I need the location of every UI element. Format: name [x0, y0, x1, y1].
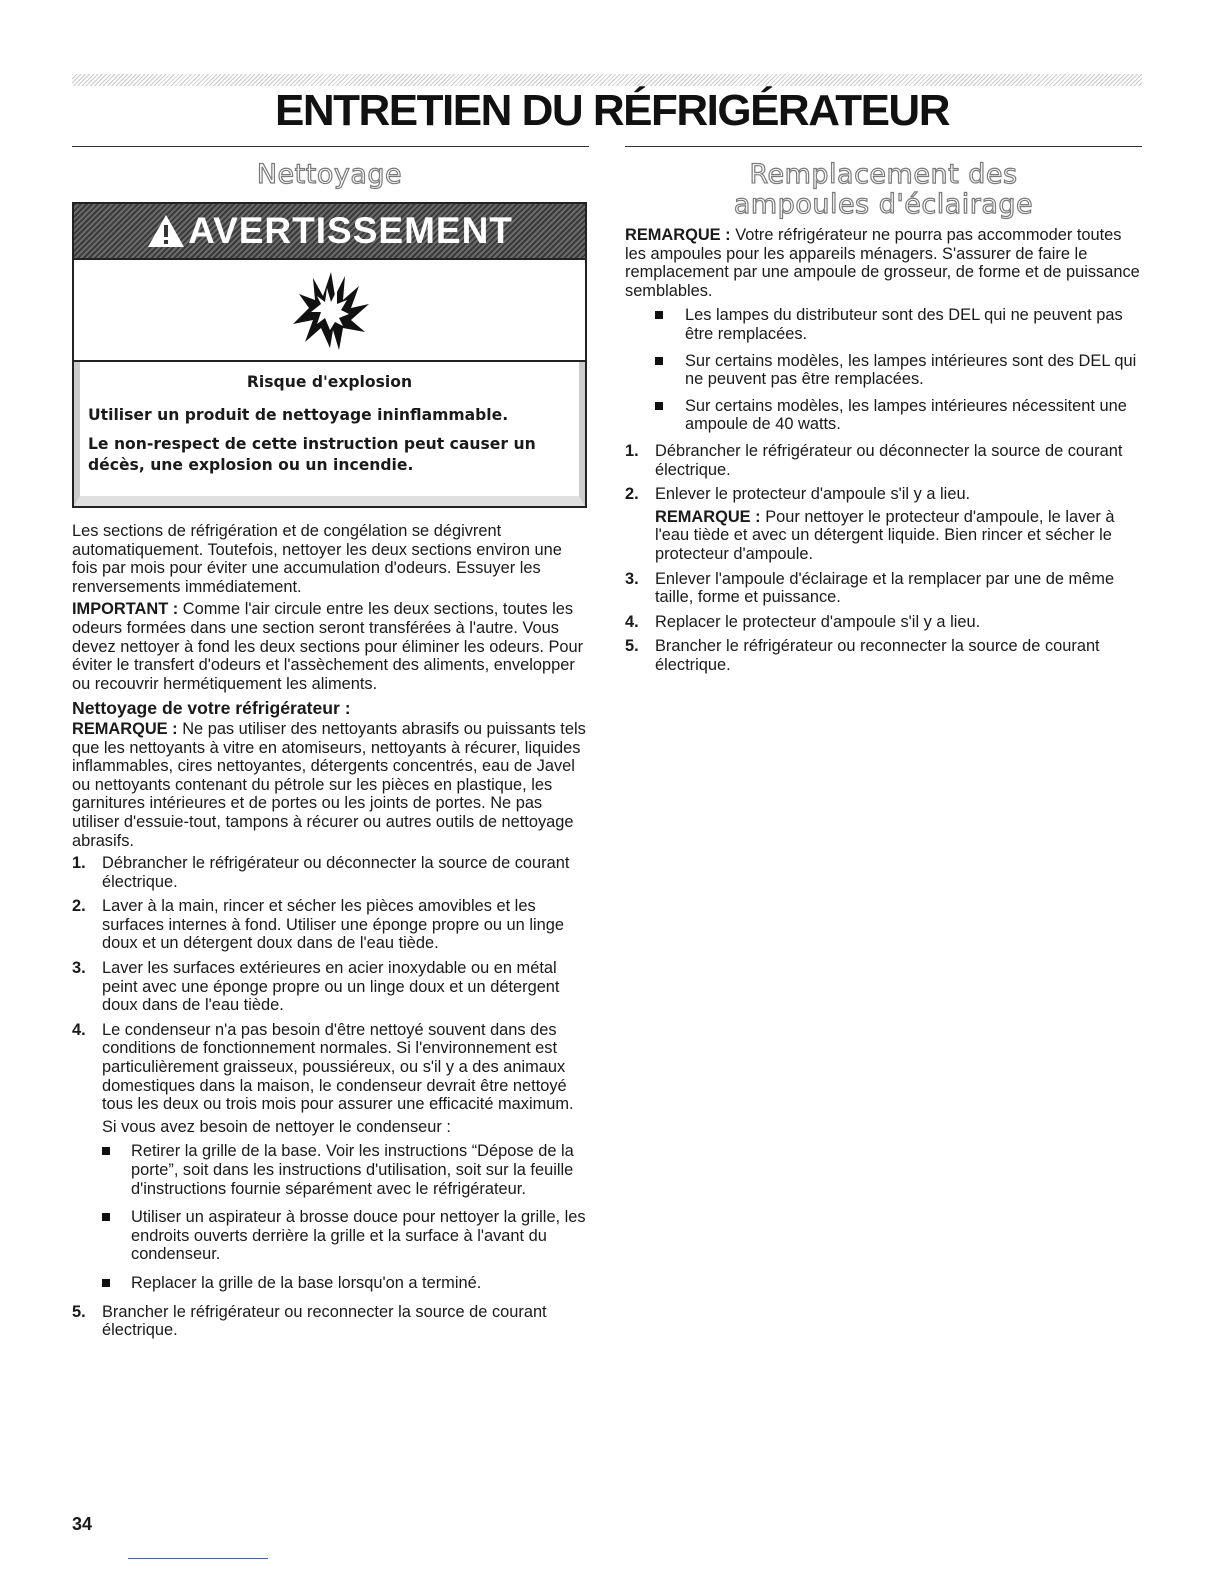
warning-line-1: Utiliser un produit de nettoyage ininflammable.: [88, 406, 509, 424]
cleaning-note-label: REMARQUE :: [72, 719, 178, 738]
bulb-steps: [625, 442, 1142, 675]
warning-icon-area: [74, 260, 585, 362]
step-number: 1.: [72, 854, 86, 873]
header-band: [72, 74, 1142, 86]
step-text: Laver les surfaces extérieures en acier inoxydable ou en métal peint avec une éponge propre ou un linge doux et un détergent doux dans de l'eau tiède.: [102, 959, 560, 1015]
left-column: [72, 160, 587, 1346]
warning-header: [74, 204, 585, 260]
step-number: 2.: [72, 897, 86, 916]
list-item: [625, 637, 1142, 674]
warning-box: [72, 202, 587, 508]
bullet-item: Sur certains modèles, les lampes intérieures nécessitent une ampoule de 40 watts.: [625, 397, 1142, 434]
important-paragraph: [72, 600, 587, 693]
list-item: [625, 485, 1142, 563]
important-text: Comme l'air circule entre les deux sections, toutes les odeurs formées dans une section seront transférées à l'autre. Vous devez nettoyer à fond les deux sections pour éliminer les odeurs. Pour éviter le transfert d'odeurs et l'assèchement des aliments, envelopper ou recouvrir hermétiquement les aliments.: [72, 600, 584, 693]
step-text: Enlever l'ampoule d'éclairage et la remplacer par une de même taille, forme et puissance.: [655, 569, 1115, 607]
step-text: Enlever le protecteur d'ampoule s'il y a lieu.: [655, 485, 971, 504]
bullet-item: Retirer la grille de la base. Voir les instructions “Dépose de la porte”, soit dans les instructions d'utilisation, soit sur la feuille d'instructions fournie séparément avec le réfrigérateur.: [102, 1142, 587, 1198]
step-text: Replacer le protecteur d'ampoule s'il y a lieu.: [655, 612, 981, 631]
cleaning-note-text: Ne pas utiliser des nettoyants abrasifs ou puissants tels que les nettoyants à vitre en atomiseurs, nettoyants à récurer, liquides inflammables, cires nettoyantes, détergents concentrés, eau de Javel ou nettoyants contenant du pétrole sur les pièces en plastique, les garnitures intérieures et de portes ou les joints de portes. Ne pas utiliser d'essuie-tout, tampons à récurer ou autres outils de nettoyage abrasifs.: [72, 719, 586, 850]
bulb-step2-note-text: Pour nettoyer le protecteur d'ampoule, le laver à l'eau tiède et avec un détergent liquide. Bien rincer et sécher le protecteur d'ampoule.: [655, 507, 1115, 563]
cleaning-steps: [72, 854, 587, 1340]
bullet-item: Replacer la grille de la base lorsqu'on a terminé.: [102, 1274, 587, 1293]
section-title-cleaning: Nettoyage: [256, 159, 403, 190]
warning-body: [74, 362, 585, 506]
list-item: [72, 897, 587, 953]
warning-heading: AVERTISSEMENT: [188, 209, 513, 251]
cleaning-subhead: Nettoyage de votre réfrigérateur :: [72, 698, 351, 719]
step-number: 3.: [72, 959, 86, 978]
warning-triangle-icon: [146, 213, 186, 249]
list-item: [625, 442, 1142, 479]
list-item: [625, 570, 1142, 607]
step-text: Brancher le réfrigérateur ou reconnecter la source de courant électrique.: [655, 637, 1100, 674]
step-text: Le condenseur n'a pas besoin d'être nettoyé souvent dans des conditions de fonctionnement normales. Si l'environnement est particulièrement graisseux, poussiéreux, ou s'il y a des animaux domestiques dans la maison, le condenseur devrait être nettoyé tous les deux ou trois mois pour assurer une efficacité maximum.: [102, 1020, 574, 1114]
step-number: 3.: [625, 569, 639, 588]
right-column: [625, 160, 1142, 680]
step-number: 5.: [72, 1302, 86, 1321]
cleaning-intro: Les sections de réfrigération et de congélation se dégivrent automatiquement. Toutefois, nettoyer les deux sections environ une fois par mois pour éviter une accumulation d'odeurs. Essuyer les renversements immédiatement.: [72, 522, 562, 596]
section-title-bulbs-line-1: Remplacement des: [749, 159, 1018, 190]
step-text: Brancher le réfrigérateur ou reconnecter la source de courant électrique.: [102, 1302, 547, 1340]
condenser-followup: Si vous avez besoin de nettoyer le condenseur :: [102, 1117, 451, 1136]
step-number: 5.: [625, 637, 639, 656]
step-number: 4.: [72, 1020, 86, 1039]
step-text: Laver à la main, rincer et sécher les pièces amovibles et les surfaces internes à fond. Utiliser une éponge propre ou un linge doux et un détergent doux dans de l'eau tiède.: [102, 897, 564, 953]
step-text: Débrancher le réfrigérateur ou déconnecter la source de courant électrique.: [655, 441, 1123, 479]
page-title: ENTRETIEN DU RÉFRIGÉRATEUR: [275, 86, 949, 135]
right-rule: [625, 146, 1142, 147]
bullet-item: Utiliser un aspirateur à brosse douce pour nettoyer la grille, les endroits ouverts derrière la grille et la surface à l'avant du condenseur.: [102, 1208, 587, 1264]
list-item: [72, 1021, 587, 1293]
bulb-step2-note: [655, 508, 1142, 564]
list-item: [72, 959, 587, 1015]
bulb-note: [625, 226, 1142, 300]
list-item: [625, 613, 1142, 632]
bulb-note-label: REMARQUE :: [625, 226, 731, 244]
list-item: [72, 1303, 587, 1340]
warning-risk: Risque d'explosion: [246, 373, 413, 391]
footer-line: [128, 1558, 268, 1559]
explosion-icon: [285, 268, 375, 352]
condenser-bullets: [102, 1142, 587, 1292]
warning-line-2: Le non-respect de cette instruction peut causer un décès, une explosion ou un incendie.: [88, 435, 536, 474]
step-text: Débrancher le réfrigérateur ou déconnecter la source de courant électrique.: [102, 854, 570, 891]
step-number: 1.: [625, 441, 639, 460]
important-label: IMPORTANT :: [72, 600, 179, 619]
cleaning-note: [72, 720, 587, 850]
step-number: 4.: [625, 612, 639, 631]
bulb-bullets: [625, 306, 1142, 434]
section-title-bulbs: [625, 160, 1142, 220]
section-title-bulbs-line-2: ampoules d'éclairage: [733, 189, 1034, 220]
step-number: 2.: [625, 485, 639, 504]
bullet-item: Les lampes du distributeur sont des DEL qui ne peuvent pas être remplacées.: [625, 306, 1142, 343]
bullet-item: Sur certains modèles, les lampes intérieures sont des DEL qui ne peuvent pas être remplacées.: [625, 352, 1142, 389]
left-rule: [72, 146, 589, 147]
bulb-note-text: Votre réfrigérateur ne pourra pas accommoder toutes les ampoules pour les appareils ménagers. S'assurer de faire le remplacement par une ampoule de grosseur, de forme et de puissance semblables.: [625, 226, 1140, 300]
bulb-step2-note-label: REMARQUE :: [655, 507, 761, 526]
page-number: 34: [72, 1514, 93, 1534]
list-item: [72, 854, 587, 891]
